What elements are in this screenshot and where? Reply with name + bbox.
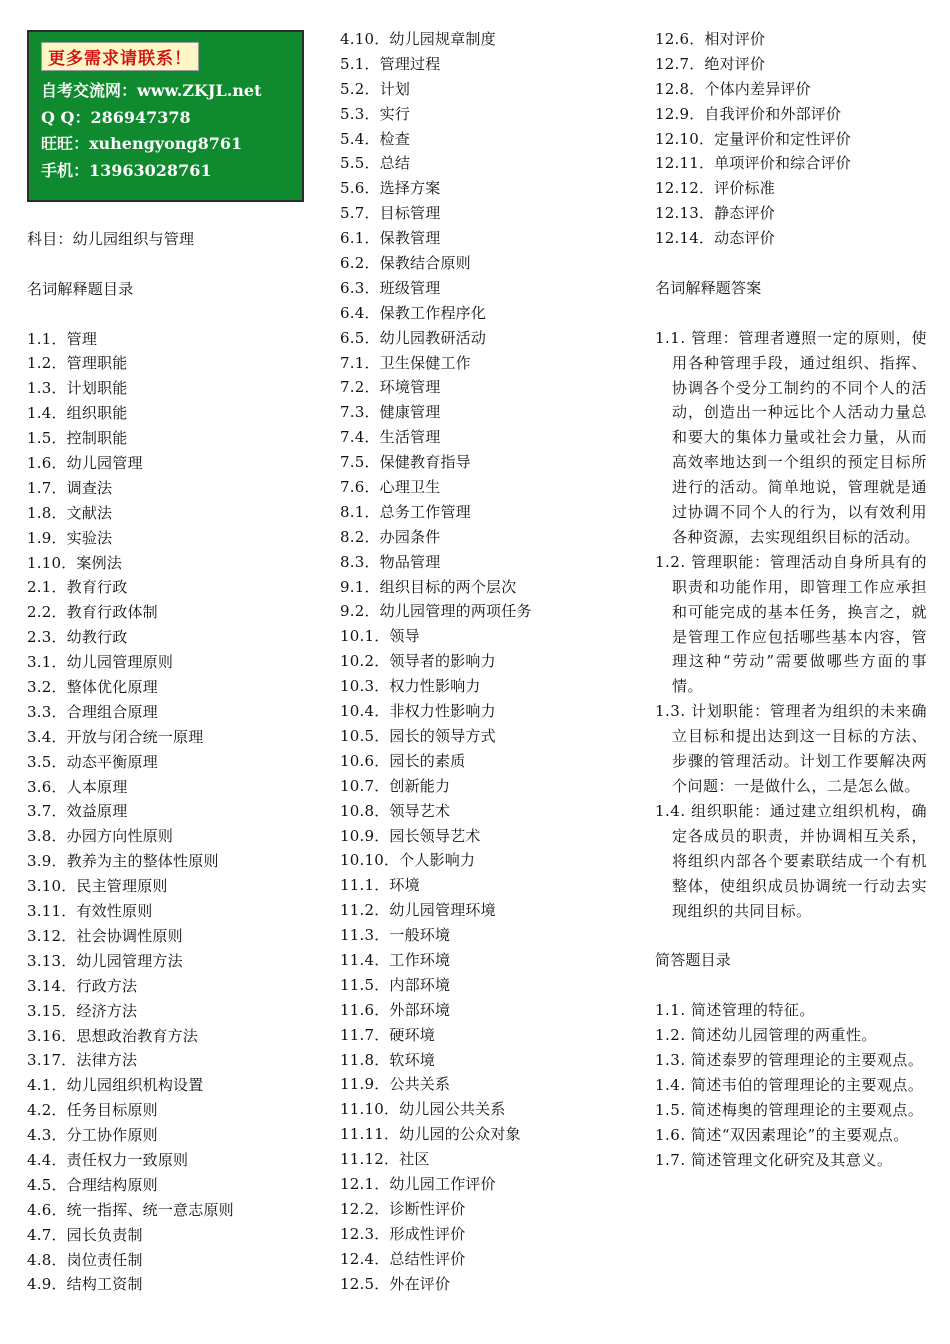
banner-qq: Q Q：286947378 (41, 107, 191, 127)
answers-heading: 名词解释题答案 (655, 278, 762, 297)
glossary-item: 10.5．园长的领导方式 (340, 726, 496, 745)
glossary-item: 1.8．文献法 (27, 503, 113, 522)
short-answer-item: 1.6. 简述“双因素理论”的主要观点。 (655, 1125, 909, 1144)
glossary-item: 6.5．幼儿园教研活动 (340, 328, 487, 347)
glossary-item: 10.10．个人影响力 (340, 851, 476, 870)
glossary-item: 3.8．办园方向性原则 (27, 827, 174, 846)
glossary-item: 3.9．教养为主的整体性原则 (27, 852, 219, 871)
banner-wangwang: 旺旺：xuhengyong8761 (41, 134, 243, 153)
glossary-item: 10.9．园长领导艺术 (340, 826, 481, 845)
short-answer-item: 1.2. 简述幼儿园管理的两重性。 (655, 1026, 877, 1045)
glossary-item: 11.6．外部环境 (340, 1000, 451, 1019)
glossary-item: 12.12．评价标准 (655, 179, 775, 198)
glossary-item: 10.3．权力性影响力 (340, 677, 481, 696)
column-1 (27, 27, 309, 1297)
glossary-item: 5.5．总结 (340, 154, 411, 173)
glossary-item: 1.3．计划职能 (27, 379, 128, 398)
glossary-list-part-1 (27, 327, 309, 1298)
glossary-item: 12.10．定量评价和定性评价 (655, 129, 851, 148)
glossary-item: 5.1．管理过程 (340, 54, 441, 73)
glossary-item: 10.7．创新能力 (340, 776, 451, 795)
answer-paragraph: 1.3. 计划职能：管理者为组织的未来确立目标和提出达到这一目标的方法、步骤的管理活动。计划工作要解决两个问题：一是做什么，二是怎么做。 (655, 702, 927, 795)
column-2 (340, 27, 630, 1296)
glossary-item: 6.3．班级管理 (340, 278, 441, 297)
glossary-list-part-3 (655, 27, 927, 251)
glossary-item: 12.8．个体内差异评价 (655, 79, 811, 98)
glossary-item: 4.6．统一指挥、统一意志原则 (27, 1200, 234, 1219)
glossary-item: 8.3．物品管理 (340, 552, 441, 571)
glossary-item: 3.17．法律方法 (27, 1051, 138, 1070)
glossary-item: 11.11．幼儿园的公众对象 (340, 1125, 521, 1144)
glossary-item: 3.1．幼儿园管理原则 (27, 653, 174, 672)
glossary-item: 12.6．相对评价 (655, 30, 766, 48)
glossary-item: 4.1．幼儿园组织机构设置 (27, 1076, 204, 1095)
glossary-item: 2.3．幼教行政 (27, 628, 128, 647)
glossary-item: 3.6．人本原理 (27, 777, 128, 796)
glossary-item: 3.13．幼儿园管理方法 (27, 951, 183, 970)
glossary-list-part-2 (340, 27, 630, 1296)
glossary-item: 2.1．教育行政 (27, 578, 128, 597)
glossary-item: 1.1．管理 (27, 329, 98, 348)
glossary-item: 11.4．工作环境 (340, 950, 451, 969)
glossary-item: 11.1．环境 (340, 876, 420, 895)
glossary-item: 3.10．民主管理原则 (27, 877, 168, 896)
glossary-item: 4.5．合理结构原则 (27, 1175, 158, 1194)
glossary-item: 12.9．自我评价和外部评价 (655, 104, 842, 123)
glossary-item: 10.2．领导者的影响力 (340, 652, 496, 671)
glossary-item: 9.2．幼儿园管理的两项任务 (340, 602, 532, 621)
short-answer-item: 1.4. 简述韦伯的管理理论的主要观点。 (655, 1075, 924, 1094)
short-answer-item: 1.5. 简述梅奥的管理理论的主要观点。 (655, 1100, 924, 1119)
glossary-item: 4.7．园长负责制 (27, 1225, 143, 1244)
glossary-item: 11.12．社区 (340, 1150, 430, 1169)
glossary-item: 1.2．管理职能 (27, 354, 128, 373)
glossary-item: 3.7．效益原理 (27, 802, 128, 821)
short-answer-item: 1.3. 简述泰罗的管理理论的主要观点。 (655, 1050, 924, 1069)
answer-paragraph: 1.1. 管理：管理者遵照一定的原则，使用各种管理手段，通过组织、指挥、协调各个受分工制约的不同个人的活动，创造出一种远比个人活动力量总和要大的集体力量或社会力量，从而高效率地达到一个组织的预定目标所进行的活动。简单地说，管理就是通过协调不同个人的行为，以有效利用各种资源，去实现组织目标的活动。 (655, 328, 927, 546)
glossary-item: 12.11．单项评价和综合评价 (655, 154, 851, 173)
glossary-item: 7.1．卫生保健工作 (340, 353, 471, 372)
glossary-item: 6.1．保教管理 (340, 229, 441, 248)
short-answer-heading: 简答题目录 (655, 951, 732, 970)
glossary-item: 5.4．检查 (340, 129, 411, 148)
glossary-item: 2.2．教育行政体制 (27, 603, 158, 622)
banner-phone: 手机：13963028761 (41, 160, 212, 180)
glossary-item: 12.14．动态评价 (655, 229, 775, 248)
glossary-item: 7.4．生活管理 (340, 428, 441, 447)
glossary-item: 4.10．幼儿园规章制度 (340, 30, 496, 48)
answer-paragraph: 1.4. 组织职能：通过建立组织机构，确定各成员的职责，并协调相互关系，将组织内部各个要素联结成一个有机整体，使组织成员协调统一行动去实现组织的共同目标。 (655, 801, 927, 920)
glossary-item: 12.3．形成性评价 (340, 1224, 466, 1243)
glossary-item: 3.5．动态平衡原理 (27, 752, 158, 771)
glossary-item: 7.3．健康管理 (340, 403, 441, 422)
short-answer-list (655, 998, 927, 1172)
glossary-item: 11.5．内部环境 (340, 975, 451, 994)
glossary-item: 1.4．组织职能 (27, 404, 128, 423)
glossary-item: 8.1．总务工作管理 (340, 502, 471, 521)
short-answer-item: 1.7. 简述管理文化研究及其意义。 (655, 1150, 893, 1169)
glossary-item: 1.7．调查法 (27, 478, 113, 497)
glossary-item: 6.4．保教工作程序化 (340, 303, 487, 322)
glossary-item: 5.3．实行 (340, 104, 411, 123)
glossary-item: 5.7．目标管理 (340, 204, 441, 223)
answers-list (655, 326, 927, 924)
glossary-item: 3.12．社会协调性原则 (27, 926, 183, 945)
glossary-item: 4.9．结构工资制 (27, 1275, 143, 1294)
glossary-item: 4.3．分工协作原则 (27, 1126, 158, 1145)
glossary-item: 6.2．保教结合原则 (340, 254, 471, 273)
short-answer-item: 1.1. 简述管理的特征。 (655, 1001, 815, 1020)
contact-banner (27, 30, 304, 202)
glossary-item: 7.6．心理卫生 (340, 478, 441, 497)
glossary-item: 11.8．软环境 (340, 1050, 435, 1069)
glossary-item: 1.10．案例法 (27, 553, 122, 572)
glossary-item: 12.13．静态评价 (655, 204, 775, 223)
glossary-item: 12.7．绝对评价 (655, 54, 766, 73)
glossary-item: 12.2．诊断性评价 (340, 1199, 466, 1218)
glossary-item: 10.6．园长的素质 (340, 751, 466, 770)
glossary-item: 10.8．领导艺术 (340, 801, 451, 820)
glossary-item: 1.5．控制职能 (27, 429, 128, 448)
banner-website: 自考交流网：www.ZKJL.net (41, 81, 262, 100)
glossary-item: 1.6．幼儿园管理 (27, 454, 143, 473)
column-3 (655, 27, 927, 1172)
glossary-item: 11.3．一般环境 (340, 926, 451, 945)
glossary-item: 3.11．有效性原则 (27, 902, 153, 921)
glossary-item: 12.4．总结性评价 (340, 1249, 466, 1268)
glossary-heading: 名词解释题目录 (27, 279, 134, 298)
glossary-item: 3.3．合理组合原理 (27, 702, 158, 721)
glossary-item: 11.7．硬环境 (340, 1025, 435, 1044)
glossary-item: 5.2．计划 (340, 79, 411, 98)
glossary-item: 10.1．领导 (340, 627, 420, 646)
glossary-item: 11.10．幼儿园公共关系 (340, 1100, 506, 1119)
glossary-item: 7.5．保健教育指导 (340, 453, 471, 472)
glossary-item: 3.4．开放与闭合统一原理 (27, 727, 204, 746)
glossary-item: 7.2．环境管理 (340, 378, 441, 397)
glossary-item: 3.2．整体优化原理 (27, 678, 158, 697)
glossary-item: 12.5．外在评价 (340, 1274, 451, 1293)
glossary-item: 3.16．思想政治教育方法 (27, 1026, 198, 1045)
banner-title: 更多需求请联系！ (41, 42, 199, 71)
glossary-item: 4.8．岗位责任制 (27, 1250, 143, 1269)
glossary-item: 4.2．任务目标原则 (27, 1101, 158, 1120)
glossary-item: 1.9．实验法 (27, 528, 113, 547)
glossary-item: 9.1．组织目标的两个层次 (340, 577, 517, 596)
glossary-item: 4.4．责任权力一致原则 (27, 1150, 189, 1169)
answer-paragraph: 1.2. 管理职能：管理活动自身所具有的职责和功能作用，即管理工作应承担和可能完成的基本任务，换言之，就是管理工作应包括哪些基本内容，管理这种“劳动”需要做哪些方面的事情。 (655, 552, 927, 696)
glossary-item: 12.1．幼儿园工作评价 (340, 1174, 496, 1193)
glossary-item: 8.2．办园条件 (340, 527, 441, 546)
glossary-item: 11.9．公共关系 (340, 1075, 451, 1094)
subject-line: 科目：幼儿园组织与管理 (27, 230, 195, 248)
glossary-item: 3.15．经济方法 (27, 1001, 138, 1020)
glossary-item: 11.2．幼儿园管理环境 (340, 901, 496, 920)
glossary-item: 10.4．非权力性影响力 (340, 702, 496, 721)
glossary-item: 3.14．行政方法 (27, 976, 138, 995)
glossary-item: 5.6．选择方案 (340, 179, 441, 198)
